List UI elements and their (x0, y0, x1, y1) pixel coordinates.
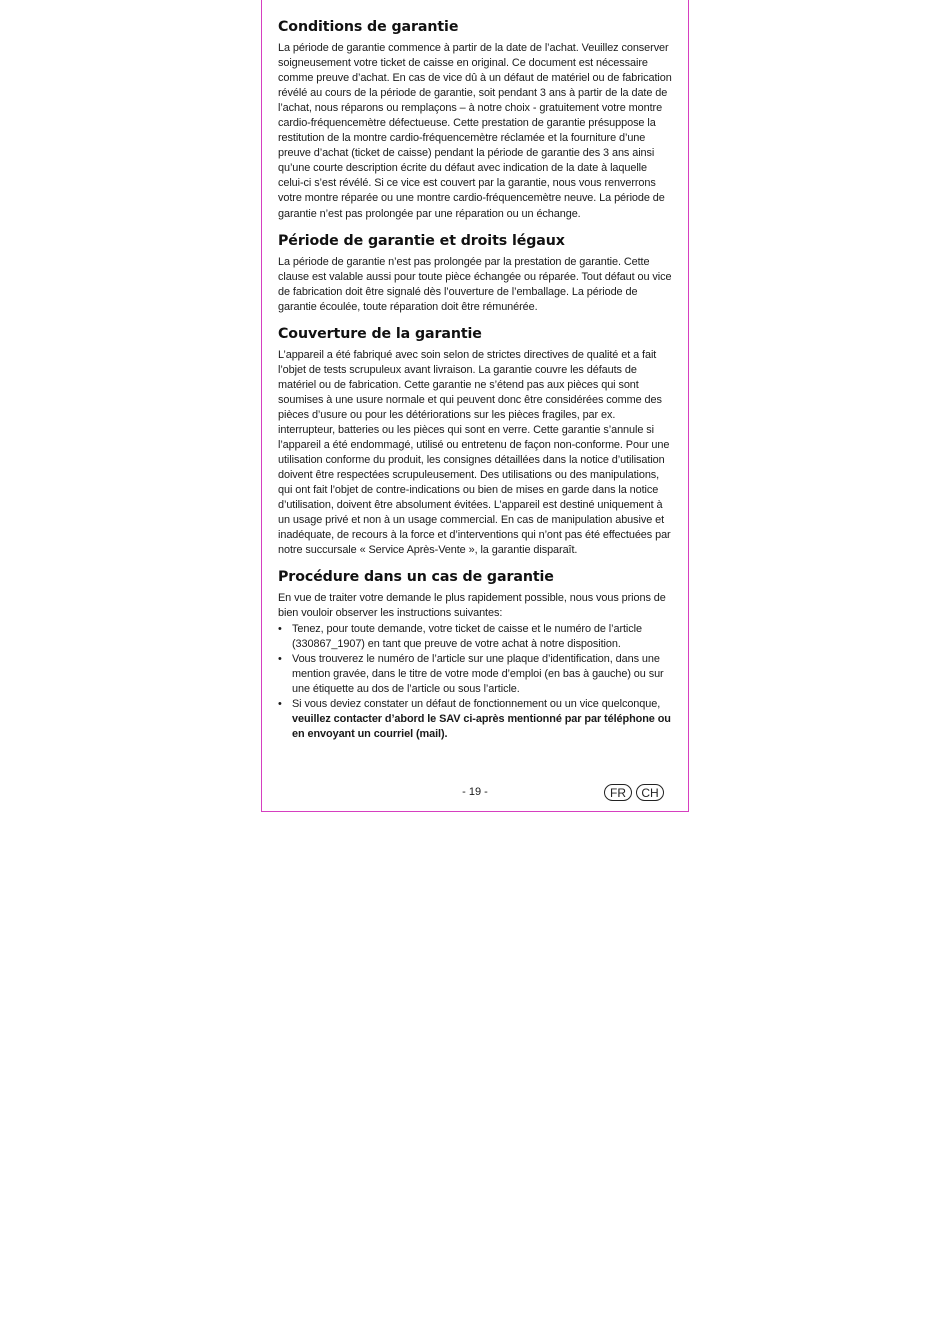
section-couverture (278, 324, 673, 559)
list-item-text: Tenez, pour toute demande, votre ticket de caisse et le numéro de l’article (330867_1907) en tant que preuve de votre achat à notre disposition. (292, 622, 642, 650)
document-content (278, 17, 673, 751)
section-body: La période de garantie n’est pas prolongée par la prestation de garantie. Cette clause est valable aussi pour toute pièce échangée ou réparée. Tout défaut ou vice de fabrication doit être signalé dès l’ouverture de l’emballage. La période de garantie écoulée, toute réparation doit être rémunérée. (278, 255, 672, 313)
language-badges (604, 784, 664, 801)
page-number: - 19 - (462, 786, 488, 798)
section-heading: Période de garantie et droits légaux (278, 232, 565, 249)
section-body: La période de garantie commence à partir de la date de l’achat. Veuillez conserver soigneusement votre ticket de caisse en original. Ce document est nécessaire comme preuve d’achat. En cas de vice dû à un défaut de matériel ou de fabrication révélé au cours de la période de garantie, soit pendant 3 ans à partir de la date de l’achat, nous réparons ou remplaçons – à notre choix - gratuitement votre montre cardio-fréquencemètre défectueuse. Cette prestation de garantie présuppose la restitution de la montre cardio-fréquencemètre réclamée et la fourniture d’une preuve d’achat (ticket de caisse) pendant la période de garantie des 3 ans ainsi qu’une courte description écrite du défaut avec indication de la date à laquelle celui-ci s’est révélé. Si ce vice est couvert par la garantie, nous vous renverrons votre montre réparée ou une montre cardio-fréquencemètre neuve. La période de garantie n’est pas prolongée par une réparation ou un échange. (278, 42, 672, 220)
language-badge-fr: FR (604, 784, 632, 801)
list-item (278, 652, 673, 697)
section-body: L’appareil a été fabriqué avec soin selon de strictes directives de qualité et a fait l’objet de tests scrupuleux avant livraison. La garantie couvre les défauts de matériel ou de fabrication. Cette garantie ne s’étend pas aux pièces qui sont soumises à une usure normale et qui peuvent donc être considérées comme des pièces d’usure ou pour les détériorations sur les pièces fragiles, par ex. interrupteur, batteries ou les pièces qui sont en verre. Cette garantie s’annule si l’appareil a été endommagé, utilisé ou entretenu de façon non-conforme. Pour une utilisation conforme du produit, les consignes détaillées dans la notice d’utilisation doivent être respectées scrupuleusement. Des utilisations ou des manipulations, qui ont fait l’objet de contre-indications ou bien de mises en garde dans la notice d’utilisation, doivent être absolument évitées. L’appareil est destiné uniquement à un usage privé et non à un usage commercial. En cas de manipulation abusive et inadéquate, de recours à la force et d’interventions qui n’ont pas été effectuées par notre succursale « Service Après-Vente », la garantie disparaît. (278, 348, 671, 557)
section-heading: Couverture de la garantie (278, 325, 482, 342)
list-item (278, 697, 673, 742)
section-procedure (278, 567, 673, 741)
bullet-icon: • (278, 652, 282, 665)
bullet-icon: • (278, 697, 282, 710)
list-item-bold-text: veuillez contacter d’abord le SAV ci-après mentionné par par téléphone ou en envoyant un courriel (mail). (292, 712, 671, 740)
section-body: En vue de traiter votre demande le plus rapidement possible, nous vous prions de bien vouloir observer les instructions suivantes: (278, 592, 666, 620)
language-badge-ch: CH (636, 784, 664, 801)
section-heading: Conditions de garantie (278, 19, 459, 35)
list-item-text: Vous trouverez le numéro de l’article sur une plaque d’identification, dans une mention gravée, dans le titre de votre mode d’emploi (en bas à gauche) ou sur une étiquette au dos de l’article ou sous l’article. (292, 652, 664, 695)
bullet-icon: • (278, 622, 282, 635)
section-heading: Procédure dans un cas de garantie (278, 569, 554, 586)
list-item (278, 622, 673, 652)
list-item-text: Si vous deviez constater un défaut de fonctionnement ou un vice quelconque, (292, 697, 661, 710)
section-conditions (278, 17, 673, 222)
section-periode (278, 231, 673, 315)
procedure-list (278, 622, 673, 742)
